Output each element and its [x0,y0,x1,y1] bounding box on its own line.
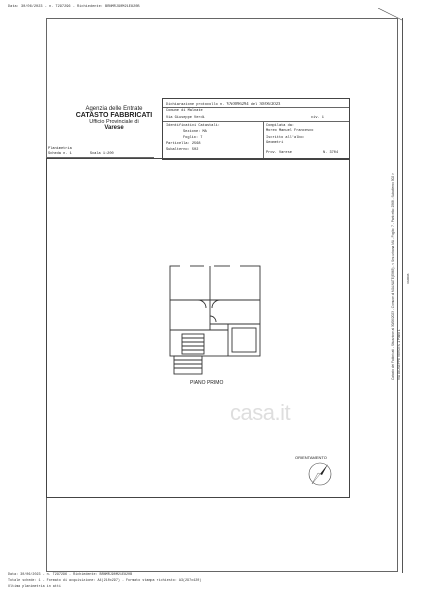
agency-catasto: CATASTO FABBRICATI [75,112,153,119]
floor-label: PIANO PRIMO [190,380,224,386]
compilata-label: Compilata da: [266,124,295,128]
cadastral-info-box [162,98,350,160]
plan-title: Planimetria [48,147,72,151]
civico: civ. 1 [311,116,324,120]
del-label: del [250,103,258,107]
via: Via Giuseppe Verdi [166,116,205,120]
agency-office: Ufficio Provinciale di [89,119,139,125]
north-arrow-icon [306,460,334,488]
compilata-nome: Moreo Manuel Francesco [266,129,314,133]
agency-city: Varese [104,125,124,131]
identificativi-label: Identificativi Catastali: [166,124,220,128]
scheda: Scheda n. 1 [48,152,72,156]
plan-header [46,147,154,158]
subalterno: Subalterno: 502 [166,148,199,152]
prov-label: Prov. Varese [266,151,292,155]
side-stamp [406,260,414,288]
particella: Particella: 2568 [166,142,201,146]
footer-line-1: Data: 30/06/2023 - n. T297296 - Richiedente: BRNMRJ90M21E820B [8,573,133,577]
sezione: Sezione: MA [183,130,207,134]
side-stamp-text: VA0096 [406,273,410,284]
scala: Scala 1:200 [89,152,114,156]
foglio: Foglio: 7 [183,136,203,140]
agency-name: Agenzia delle Entrate [85,106,143,112]
protocol-date: 30/06/2023 [259,101,281,106]
protocol-number: VA0096294 [226,101,249,106]
dichiarazione-label: Dichiarazione protocollo n. [166,103,225,107]
watermark: casa.it [230,400,291,425]
agency-block [66,106,162,131]
n-label: N. 3704 [323,151,339,155]
header-line: Data: 30/06/2023 - n. T297296 - Richiedente: BRNMRJ90M21E820B [8,5,140,9]
corner-mark [378,8,408,22]
right-rule [402,18,403,573]
iscritto-label: Iscritto all'albo: [266,136,305,140]
footer-line-2: Totale schede: 1 - Formato di acquisizione: A4(210x297) - Formato stampa richiesto: A3(297x420) [8,579,202,583]
iscritto-val: Geometri [266,141,284,145]
footer-line-3: Ultima planimetria in atti [8,585,61,589]
side-text-situazione: Catasto dei Fabbricati - Situazione al 30/06/2023 - Comune di MALNATE(E863) - < Sez.urbana MA - Foglio: 7 - Particella: 2568 - Subalterno 502 > [391,173,395,380]
orientation-label: ORIENTAMENTO [295,455,327,460]
comune: Comune di Malnate [166,109,203,113]
floor-plan-drawing [168,264,264,378]
side-text-address: VIA GIUSEPPE VERDI n. 1 Piano 1 [397,329,401,380]
